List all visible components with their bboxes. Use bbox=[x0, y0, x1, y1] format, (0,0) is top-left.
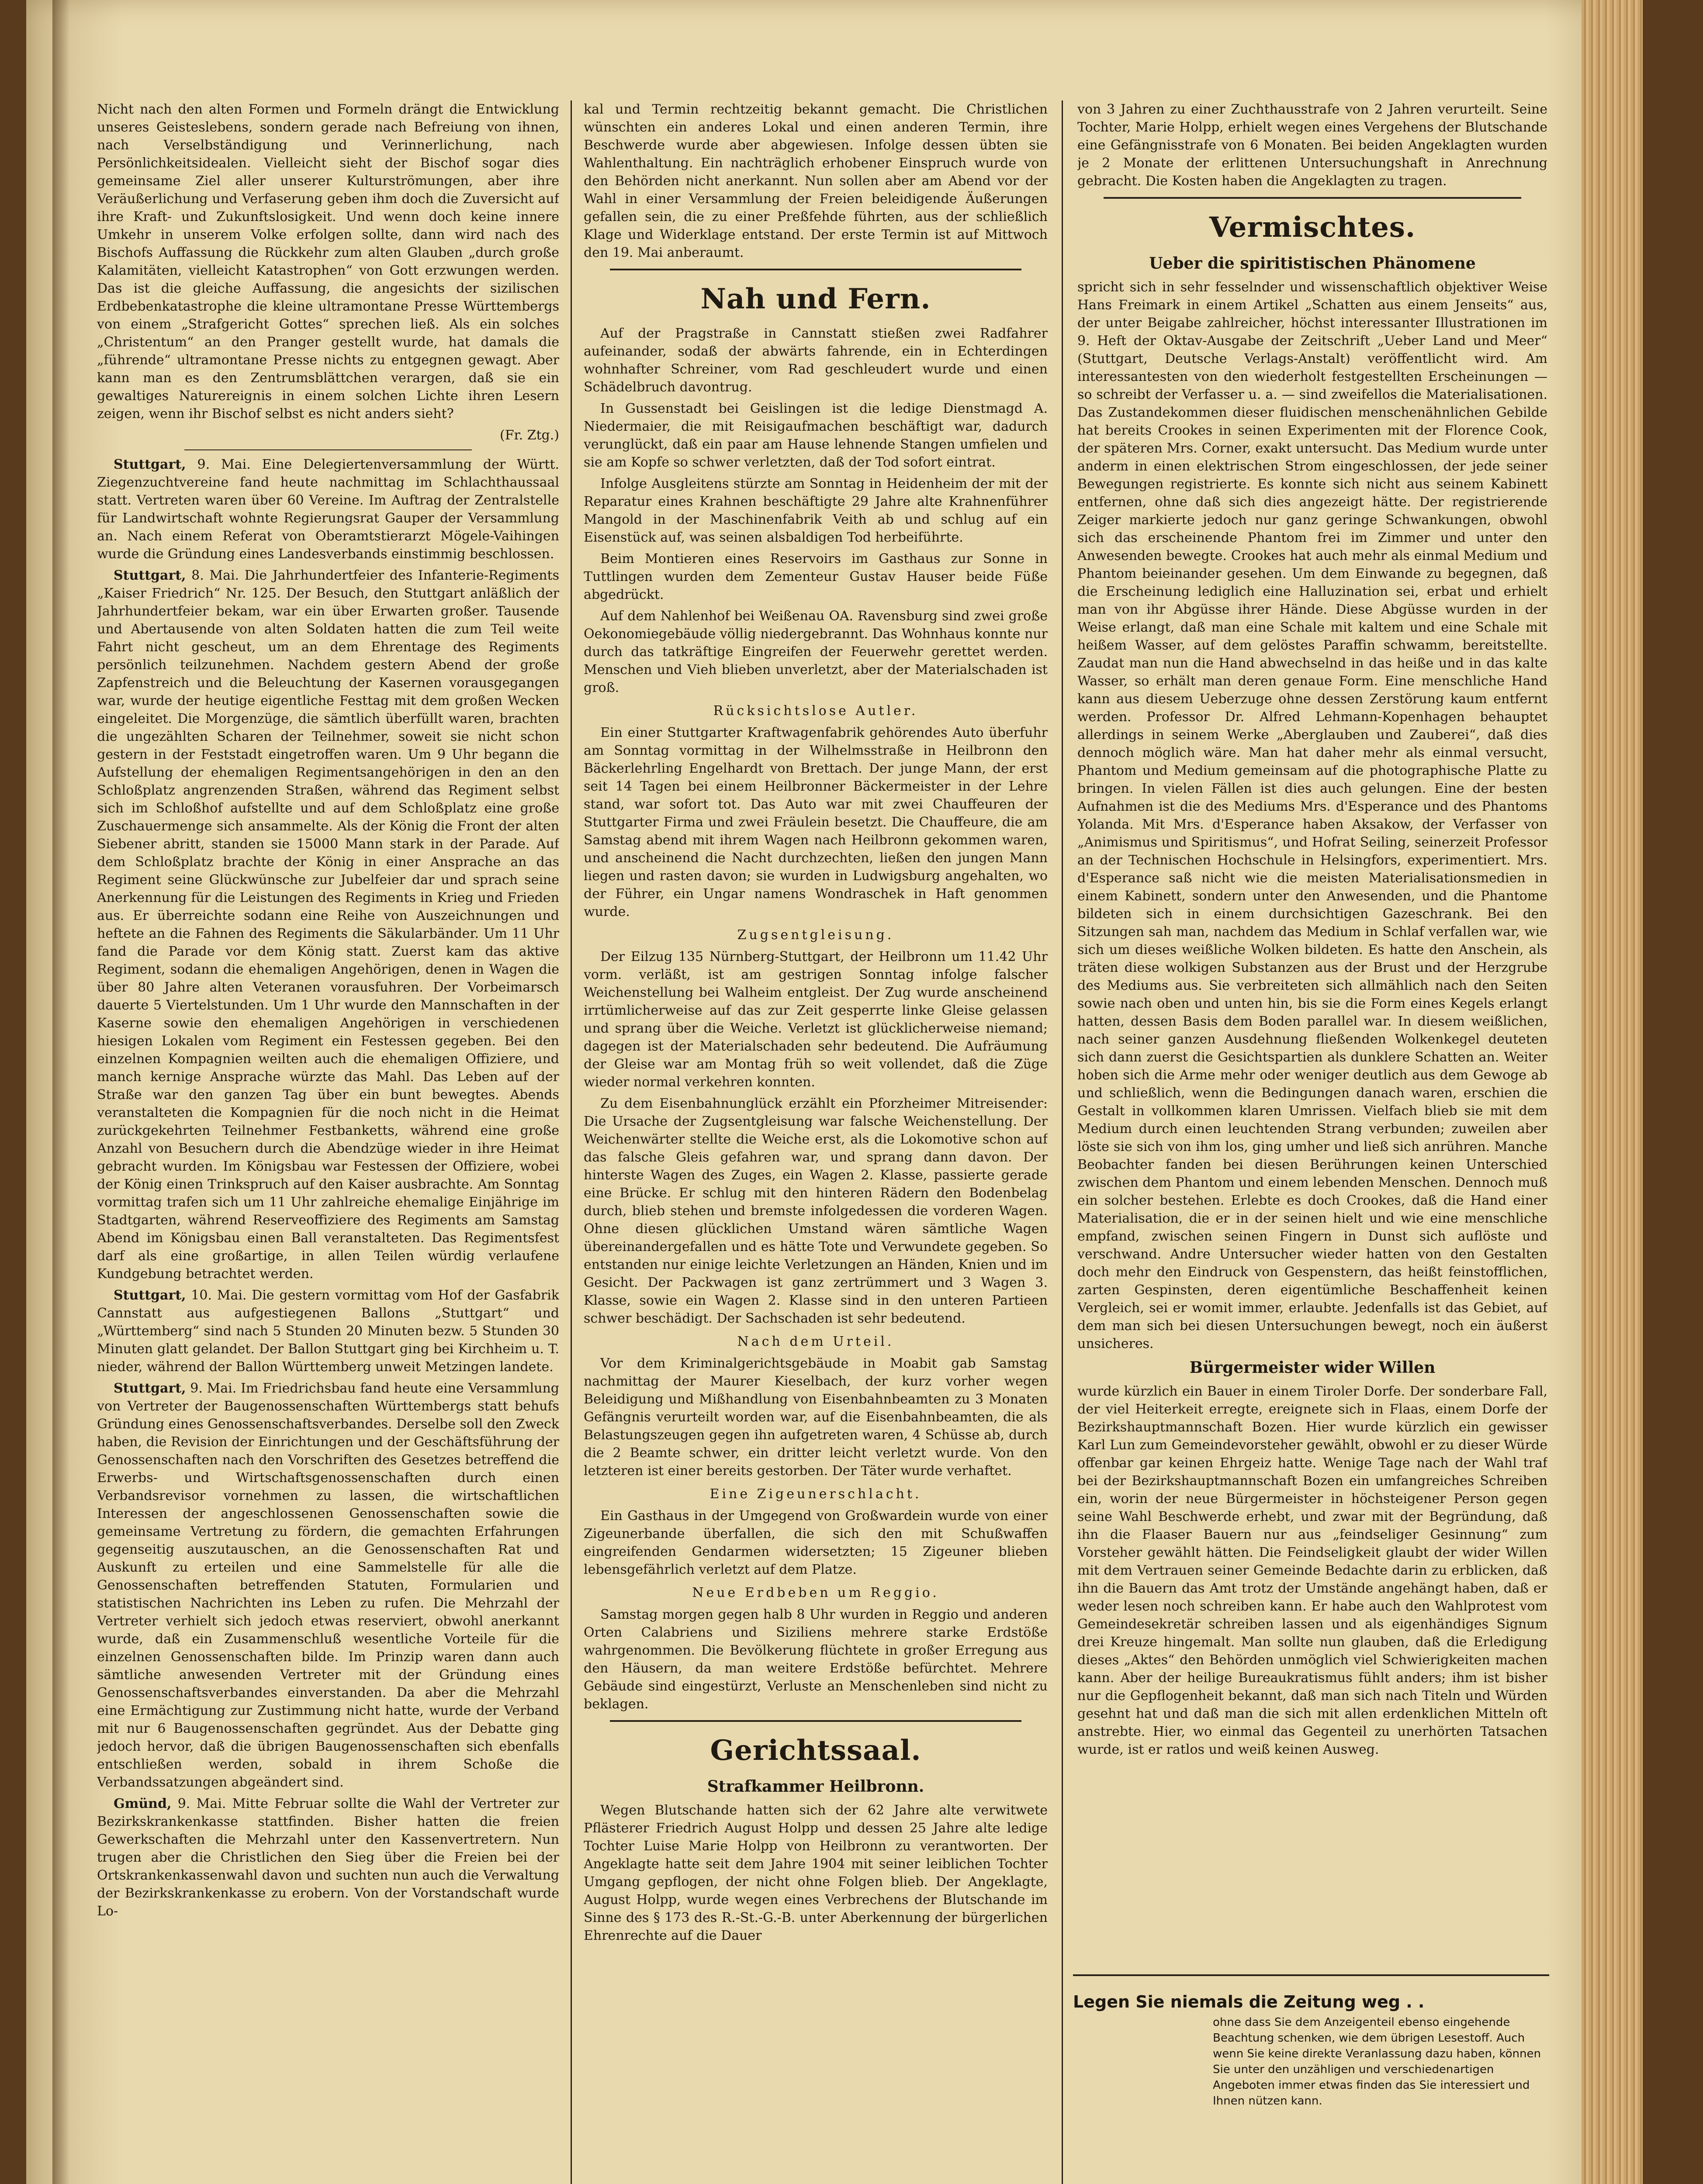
news-item: Wegen Blutschande hatten sich der 62 Jahre alte verwitwete Pflästerer Friedrich August Holpp und dessen 25 Jahre alte ledige Tochter Luise Marie Holpp von Heilbronn zu verantworten. Der Angeklagte hatte seit dem Jahre 1904 mit seiner leiblichen Tochter Umgang gepflogen, der nicht ohne Folgen blieb. Der Angeklagte, August Holpp, wurde wegen eines Verbrechens der Blutschande im Sinne des § 173 des R.-St.-G.-B. unter Aberkennung der bürgerlichen Ehrenrechte auf die Dauer bbox=[584, 1803, 1048, 1943]
dateline: Stuttgart, bbox=[114, 1288, 186, 1303]
article-text: 9. Mai. Eine Delegiertenversammlung der Württ. Ziegenzuchtvereine fand heute nachmittag im Schlachthaussaal statt. Vertreten waren über 60 Vereine. Im Auftrag der Zentralstelle für Landwirtschaft wohnte Regierungsrat Gauper der Versammlung an. Nach einem Referat von Oberamtstierarzt Mögele-Vaihingen wurde die Gründung eines Landesverbands einstimmig beschlossen. bbox=[97, 457, 559, 562]
article-text: 9. Mai. Mitte Februar sollte die Wahl der Vertreter zur Bezirkskrankenkasse stattfinden. Bisher hatten die freien Gewerkschaften die Mehrzahl unter den Kassenvertretern. Nun trugen aber die Christlichen den Sieg über die Freien bei der Ortskrankenkassenwahl davon und suchten nun auch die Verwaltung der Bezirkskrankenkasse zu erobern. Von der Vorstandschaft wurde Lo- bbox=[97, 1796, 559, 1919]
section-rule bbox=[610, 1720, 1021, 1722]
article-stuttgart-baugenossen bbox=[97, 1379, 559, 1791]
column-rule-2 bbox=[1062, 100, 1063, 2184]
column-rule-1 bbox=[571, 100, 572, 2184]
article-stuttgart-jahrhundertfeier bbox=[97, 567, 559, 1283]
article-text: wurde kürzlich ein Bauer in einem Tiroler Dorfe. Der sonderbare Fall, der viel Heiterkeit erregte, ereignete sich in Flaas, einem Dorfe der Bezirkshauptmannschaft Bozen. Hier wurde kürzlich ein gewisser Karl Lun zum Gemeindevorsteher gewählt, obwohl er zu dieser Würde offenbar gar keinen Ehrgeiz hatte. Wenige Tage nach der Wahl traf bei der Bezirkshauptmannschaft Bozen ein umfangreiches Schreiben ein, worin der neue Bürgermeister in höchsteigener Person gegen seine Wahl Beschwerde erhebt, und zwar mit der Begründung, daß ihn die Flaaser Bauern nur aus „feindseliger Gesinnung“ zum Vorsteher gewählt hätten. Die Feindseligkeit glaubt der wider Willen mit dem Vertrauen seiner Gemeinde Bedachte darin zu erblicken, daß ihn die Bauern das Amt trotz der Umstände angehängt haben, daß er weder lesen noch schreiben kann. Er habe auch den Wahlprotest vom Gemeindesekretär schreiben lassen und als eigenhändiges Signum drei Kreuze hingemalt. Man sollte nun glauben, daß die Erledigung dieses „Aktes“ den Behörden unmöglich viel Schwierigkeiten machen kann. Aber der heilige Bureaukratismus fühlt anders; ihm ist bisher nur die Gepflogenheit bekannt, daß man sich nach Titeln und Würden gesehnt hat und daß man die sich mit allen erdenklichen Mitteln oft anstrebte. Hier, wo einmal das Gegenteil zu unerhörten Tatsachen wurde, ist er ratlos und weiß keinen Ausweg. bbox=[1077, 1384, 1547, 1757]
separator bbox=[184, 449, 472, 450]
article-intro: Nicht nach den alten Formen und Formeln drängt die Entwicklung unseres Geisteslebens, sondern gerade nach Befreiung von ihnen, nach Verselbständigung und Verinnerlichung, nach Persönlichkeitsidealen. Vielleicht sieht der Bischof sogar dies gemeinsame Ziel aller unserer Kulturströmungen, aber ihre Veräußerlichung und Verfaserung geben ihm doch die Zuversicht auf ihre Kraft- und Zukunftslosigkeit. Und wenn doch keine innere Umkehr in unserem Volke erfolgen sollte, dann wird nach des Bischofs Auffassung die Rückkehr zum alten Glauben „durch große Kalamitäten, vielleicht Katastrophen“ von Gott erzwungen werden. Das ist die gleiche Auffassung, die angesichts der sizilischen Erdbebenkatastrophe die kleine ultramontane Presse Württembergs von einem „Strafgericht Gottes“ sprechen ließ. Als ein solches „Christentum“ an den Pranger gestellt wurde, hat damals die „führende“ ultramontane Presse nichts zu entgegnen gewagt. Aber kann man es den Zentrumsblättchen verargen, daß sie ein gewaltiges Naturereignis in einem solchen Lichte ihren Lesern zeigen, wenn ihr Bischof selbst es nicht anders sieht? bbox=[97, 102, 559, 422]
article-gmuend bbox=[97, 1795, 559, 1920]
dateline: Stuttgart, bbox=[114, 457, 186, 472]
article-text: 8. Mai. Die Jahrhundertfeier des Infanterie-Regiments „Kaiser Friedrich“ Nr. 125. Der Besuch, den Stuttgart anläßlich der Jahrhundertfeier bekam, war ein über Erwarten großer. Tausende und Abertausende von alten Soldaten hatten die zum Teil weite Fahrt nicht gescheut, um an dem Ehrentage des Regiments persönlich teilzunehmen. Nachdem gestern Abend der große Zapfenstreich und die Beleuchtung der Kasernen vorausgegangen war, wurde der heutige eigentliche Festtag mit dem großen Wecken eingeleitet. Die Morgenzüge, die sämtlich überfüllt waren, brachten die ungezählten Scharen der Teilnehmer, soweit sie nicht schon gestern in der Feststadt eingetroffen waren. Um 9 Uhr begann die Aufstellung der ehemaligen Regimentsangehörigen in den an den Schloßplatz angrenzenden Straßen, während das Regiment selbst sich im Schloßhof aufstellte und auf dem Schloßplatz eine große Zuschauermenge sich ansammelte. Als der König die Front der alten Siebener abritt, standen sie 15000 Mann stark in der Parade. Auf dem Schloßplatz brachte der König in einer Ansprache an das Regiment seine Glückwünsche zur Jubelfeier dar und sprach seine Anerkennung für die Leistungen des Regiments in Krieg und Frieden aus. Er überreichte sodann eine Reihe von Auszeichnungen und heftete an die Fahnen des Regiments die Säkularbänder. Um 11 Uhr fand die Parade vor dem König statt. Zuerst kam das aktive Regiment, sodann die ehemaligen Angehörigen, denen in Wagen die über 80 Jahre alten Veteranen vorausfuhren. Der Vorbeimarsch dauerte 5 Viertelstunden. Um 1 Uhr wurde den Mannschaften in der Kaserne sowie den ehemaligen Angehörigen in verschiedenen hiesigen Lokalen vom Regiment ein Festessen gegeben. Bei den einzelnen Kompagnien weilten auch die ehemaligen Offiziere, und manch kernige Ansprache würzte das Mahl. Das Leben auf der Straße war den ganzen Tag über ein bunt bewegtes. Abends veranstalteten die Kompagnien für die noch nicht in die Heimat zurückgekehrten Teilnehmer Festbanketts, während eine große Anzahl von Besuchern durch die Abendzüge wieder in ihre Heimat gebracht wurden. Im Königsbau war Festessen der Offiziere, wobei der König einen Trinkspruch auf den Kaiser ausbrachte. Am Sonntag vormittag trafen sich um 11 Uhr zahlreiche ehemalige Einjährige im Stadtgarten, während Reserveoffiziere des Regiments am Samstag Abend im Königsbau einen Ball veranstalteten. Das Regimentsfest darf als eine großartige, in allen Teilen würdig verlaufene Kundgebung betrachtet werden. bbox=[97, 568, 559, 1282]
column-3 bbox=[1077, 100, 1547, 1948]
dateline: Stuttgart, bbox=[114, 568, 186, 583]
subheading: Eine Zigeunerschlacht. bbox=[710, 1486, 922, 1502]
subheading: Nach dem Urteil. bbox=[737, 1334, 894, 1349]
column-2 bbox=[584, 100, 1048, 2184]
article-source: (Fr. Ztg.) bbox=[500, 428, 559, 443]
subheading-spiritismus: Ueber die spiritistischen Phänomene bbox=[1149, 254, 1476, 273]
section-heading-nah-und-fern: Nah und Fern. bbox=[700, 283, 931, 315]
column-1 bbox=[97, 100, 559, 2184]
section-rule bbox=[1104, 197, 1521, 199]
news-item: Ein einer Stuttgarter Kraftwagenfabrik gehörendes Auto überfuhr am Sonntag vormittag in der Wilhelmsstraße in Heilbronn den Bäckerlehrling Engelhardt von Brettach. Der junge Mann, der erst seit 14 Tagen bei einem Heilbronner Bäckermeister in der Lehre stand, war sofort tot. Das Auto war mit zwei Chauffeuren der Stuttgarter Firma und zwei Fräulein besetzt. Die Chauffeure, die am Samstag abend mit ihrem Wagen nach Heilbronn gekommen waren, und anscheinend die Nacht durchzechten, ließen den jungen Mann liegen und rasten davon; sie wurden in Ludwigsburg angehalten, wo der Führer, ein Ungar namens Wondraschek in Haft genommen wurde. bbox=[584, 725, 1048, 919]
article-text: 10. Mai. Die gestern vormittag vom Hof der Gasfabrik Cannstatt aus aufgestiegenen Ballons „Stuttgart“ und „Württemberg“ sind nach 5 Stunden 20 Minuten bezw. 5 Stunden 30 Minuten glatt gelandet. Der Ballon Stuttgart ging bei Kirchheim u. T. nieder, während der Ballon Württemberg unweit Metzingen landete. bbox=[97, 1288, 559, 1375]
news-item: Ein Gasthaus in der Umgegend von Großwardein wurde von einer Zigeunerbande überfallen, die sich den mit Schußwaffen eingreifenden Gendarmen widersetzten; 15 Zigeuner blieben lebensgefährlich verletzt auf dem Platze. bbox=[584, 1508, 1048, 1577]
article-continued: von 3 Jahren zu einer Zuchthausstrafe von 2 Jahren verurteilt. Seine Tochter, Marie Holpp, erhielt wegen eines Vergehens der Blutschande eine Gefängnisstrafe von 6 Monaten. Bei beiden Angeklagten wurden je 2 Monate der erlittenen Untersuchungshaft in Anrechnung gebracht. Die Kosten haben die Angeklagten zu tragen. bbox=[1077, 102, 1547, 189]
advertisement bbox=[1073, 1992, 1549, 2162]
news-item: Auf dem Nahlenhof bei Weißenau OA. Ravensburg sind zwei große Oekonomiegebäude völlig niedergebrannt. Das Wohnhaus konnte nur durch das tatkräftige Eingreifen der Feuerwehr gerettet werden. Menschen und Vieh blieben unverletzt, aber der Materialschaden ist groß. bbox=[584, 608, 1048, 695]
page-edges bbox=[1582, 0, 1643, 2184]
ad-top-rule bbox=[1073, 1974, 1549, 1976]
ad-body: ohne dass Sie dem Anzeigenteil ebenso eingehende Beachtung schenken, wie dem übrigen Lesestoff. Auch wenn Sie keine direkte Veranlassung dazu haben, können Sie unter den unzähligen und verschiedenartigen Angeboten immer etwas finden das Sie interessiert und Ihnen nützen kann. bbox=[1213, 2016, 1541, 2108]
subheading: Neue Erdbeben um Reggio. bbox=[692, 1585, 939, 1600]
subheading: Rücksichtslose Autler. bbox=[713, 703, 918, 719]
news-item: Infolge Ausgleitens stürzte am Sonntag in Heidenheim der mit der Reparatur eines Krahnen beschäftigte 29 Jahre alte Krahnenführer Mangold in der Maschinenfabrik Veith ab und schlug auf ein Eisenstück auf, was seinen alsbaldigen Tod herbeiführte. bbox=[584, 476, 1048, 545]
news-item: Zu dem Eisenbahnunglück erzählt ein Pforzheimer Mitreisender: Die Ursache der Zugsentgleisung war falsche Weichenstellung. Der Weichenwärter stellte die Weiche erst, als die Lokomotive schon auf das falsche Gleis gefahren war, und sprang dann davon. Der hinterste Wagen des Zuges, ein Wagen 2. Klasse, passierte gerade eine Brücke. Er schlug mit den hinteren Rädern den Bodenbelag durch, blieb stehen und bremste infolgedessen die vorderen Wagen. Ohne diesen glücklichen Umstand wären sämtliche Wagen übereinandergefallen und es hätte Tote und Verwundete gegeben. So entstanden nur einige leichte Verletzungen an Händen, Knien und im Gesicht. Der Packwagen ist ganz zertrümmert und 3 Wagen 3. Klasse, sowie ein Wagen 2. Klasse sind in den unteren Partieen schwer beschädigt. Der Sachschaden ist sehr bedeutend. bbox=[584, 1096, 1048, 1326]
dateline: Gmünd, bbox=[114, 1796, 172, 1811]
article-continued: kal und Termin rechtzeitig bekannt gemacht. Die Christlichen wünschten ein anderes Lokal und einen anderen Termin, ihre Beschwerde wurde aber abgewiesen. Infolge dessen übten sie Wahlenthaltung. Ein nachträglich erhobener Einspruch wurde von den Behörden nicht anerkannt. Nun sollen aber am Abend vor der Wahl in einer Versammlung der Freien beleidigende Äußerungen gefallen sein, die zu einer Preßfehde führten, aus der schließlich Klage und Widerklage entstand. Der erste Termin ist auf Mittwoch den 19. Mai anberaumt. bbox=[584, 102, 1048, 260]
article-stuttgart-ballon bbox=[97, 1286, 559, 1376]
subheading: Zugsentgleisung. bbox=[737, 927, 894, 943]
section-heading-gerichtssaal: Gerichtssaal. bbox=[710, 1734, 921, 1767]
section-heading-vermischtes: Vermischtes. bbox=[1209, 211, 1416, 244]
news-item: Der Eilzug 135 Nürnberg-Stuttgart, der Heilbronn um 11.42 Uhr vorm. verläßt, ist am gestrigen Sonntag infolge falscher Weichenstellung bei Walheim entgleist. Der Zug wurde anscheinend irrtümlicherweise auf das zur Zeit gesperrte linke Gleise gelassen und sprang über die Weiche. Verletzt ist glücklicherweise niemand; dagegen ist der Materialschaden sehr bedeutend. Die Aufräumung der Gleise war am Montag früh so weit vollendet, daß die Züge wieder normal verkehren konnten. bbox=[584, 949, 1048, 1090]
news-item: Samstag morgen gegen halb 8 Uhr wurden in Reggio und anderen Orten Calabriens und Siziliens mehrere starke Erdstöße wahrgenommen. Die Bevölkerung flüchtete in großer Erregung aus den Häusern, da man weitere Erdstöße befürchtet. Mehrere Gebäude sind eingestürzt, Verluste an Menschenleben sind nicht zu beklagen. bbox=[584, 1607, 1048, 1712]
article-text: 9. Mai. Im Friedrichsbau fand heute eine Versammlung von Vertreter der Baugenossenschaften Württembergs statt behufs Gründung eines Genossenschaftsverbandes. Derselbe soll den Zweck haben, die Revision der Einrichtungen und der Geschäftsführung der Genossenschaften nach den Vorschriften des Gesetzes betreffend die Erwerbs- und Wirtschaftsgenossenschaften durch einen Verbandsrevisor vornehmen zu lassen, die wirtschaftlichen Interessen der angeschlossenen Genossenschaften sowie die gemeinsame Vertretung zu fördern, die gemachten Erfahrungen gegenseitig auszutauschen, an die Genossenschaften Rat und Auskunft zu erteilen und eine Sammelstelle für alle die Genossenschaften betreffenden Statuten, Formularien und statistischen Nachrichten ins Leben zu rufen. Die Mehrzahl der Vertreter verhielt sich jedoch etwas reserviert, obwohl anerkannt wurde, daß ein Zusammenschluß wesentliche Vorteile für die einzelnen Genossenschaften bilde. Im Prinzip waren dann auch sämtliche anwesenden Vertreter mit der Gründung eines Genossenschaftsverbandes einverstanden. Da aber die Mehrzahl eine Ermächtigung zur Zustimmung nicht hatte, wurde der Verband mit nur 6 Baugenossenschaften gegründet. Aus der Debatte ging jedoch hervor, daß die übrigen Baugenossenschaften sich ebenfalls entschließen werden, sobald in ihrem Schoße die Verbandssatzungen abgeändert sind. bbox=[97, 1381, 559, 1790]
news-item: Beim Montieren eines Reservoirs im Gasthaus zur Sonne in Tuttlingen wurden dem Zementeur Gustav Hauser beide Füße abgedrückt. bbox=[584, 551, 1048, 602]
news-item: Auf der Pragstraße in Cannstatt stießen zwei Radfahrer aufeinander, sodaß der abwärts fahrende, ein in Echterdingen wohnhafter Schreiner, vom Rad geschleudert wurde und einen Schädelbruch davontrug. bbox=[584, 326, 1048, 395]
news-item: In Gussenstadt bei Geislingen ist die ledige Dienstmagd A. Niedermaier, die mit Reisigaufmachen beschäftigt war, dadurch verunglückt, daß ein paar am Hause lehnende Stangen umfielen und sie am Kopfe so schwer verletzten, daß der Tod sofort eintrat. bbox=[584, 401, 1048, 470]
article-text: spricht sich in sehr fesselnder und wissenschaftlich objektiver Weise Hans Freimark in einem Artikel „Schatten aus einem Jenseits“ aus, der unter Beigabe zahlreicher, höchst interessanter Illustrationen im 9. Heft der Oktav-Ausgabe der Zeitschrift „Ueber Land und Meer“ (Stuttgart, Deutsche Verlags-Anstalt) veröffentlicht wird. Am interessantesten von den wiederholt festgestellten Erscheinungen — so schreibt der Verfasser u. a. — sind zweifellos die Materialisationen. Das Zustandekommen dieser fluidischen menschenähnlichen Gebilde hat bereits Crookes in seinen Experimenten mit der Florence Cook, der späteren Mrs. Corner, exakt untersucht. Das Medium wurde unter anderm in einen elektrischen Strom eingeschlossen, der jede seiner Bewegungen registrierte. Es konnte sich nicht aus seinem Kabinett entfernen, ohne daß sich dies angezeigt hätte. Der registrierende Zeiger markierte jedoch nur ganz geringe Schwankungen, obwohl sich das erscheinende Phantom frei im Zimmer und unter den Anwesenden bewegte. Crookes hat auch mehr als einmal Medium und Phantom beieinander gesehen. Um dem Einwande zu begegnen, daß die Erscheinung lediglich eine Halluzination sei, erbat und erhielt man von ihr Abgüsse ihrer Hände. Diese Abgüsse wurden in der Weise erlangt, daß man eine Schale mit kaltem und eine Schale mit heißem Wasser, auf dem gelöstes Paraffin schwamm, bereitstellte. Zaudat man nun die Hand abwechselnd in das heiße und in das kalte Wasser, so erhält man deren genaue Form. Eine menschliche Hand kann aus diesem Ueberzuge ohne dessen Zerstörung kaum entfernt werden. Professor Dr. Alfred Lehmann-Kopenhagen behauptet allerdings in seinem Werke „Aberglauben und Zauberei“, daß dies dennoch möglich wäre. Man hat daher mehr als einmal versucht, Phantom und Medium gemeinsam auf die photographische Platte zu bringen. In vielen Fällen ist dies auch gelungen. Eine der besten Aufnahmen ist die des Mediums Mrs. d'Esperance und des Phantoms Yolanda. Mit Mrs. d'Esperance haben Aksakow, der Verfasser von „Animismus und Spiritismus“, und Hofrat Seiling, seinerzeit Professor an der Technischen Hochschule in Helsingfors, experimentiert. Mrs. d'Esperance saß nicht wie die meisten Materialisationsmedien in einem Kabinett, sondern unter den Anwesenden, und die Phantome bildeten sich in einem durchsichtigen Gazeschrank. Bei den Sitzungen sah man, nachdem das Medium in Schlaf verfallen war, wie sich um dieses weißliche Wolken bildeten. Es hatte den Anschein, als träten diese wolkigen Substanzen aus der Brust und der Herzgrube des Mediums aus. Sie verbreiteten sich allmählich nach den Seiten sowie nach oben und unten hin, bis sie die Form eines Kegels erlangt hatten, dessen Basis dem Boden parallel war. In diesem weißlichen, nach seiner ganzen Ausdehnung fließenden Wolkenkegel deuteten sich dann zuerst die Gesichtspartien als dunklere Schatten an. Weiter hoben sich die Arme mehr oder weniger deutlich aus dem Gewoge ab und schließlich, wenn die Bedingungen danach waren, erschien die Gestalt in vollkommen klaren Umrissen. Vielfach blieb sie mit dem Medium durch einen leuchtenden Strang verbunden; zuweilen aber löste sie sich von ihm los, ging umher und ließ sich anrühren. Manche Beobachter fanden bei diesen Berührungen keinen Unterschied zwischen dem Phantom und einem lebenden Menschen. Dennoch muß ein solcher bestehen. Erlebte es doch Crookes, daß die Hand einer Materialisation, die er in der seinen hielt und wie eine menschliche empfand, zwischen seinen Fingern in Dunst sich auflöste und verschwand. Andre Untersucher wieder hatten von den Gestalten doch mehr den Eindruck von Gespenstern, das heißt feinstofflichen, zarten Gespinsten, deren eigentümliche Beschaffenheit keinen Vergleich, sei er womit immer, erlaubte. Jedenfalls ist das Gebiet, auf dem man sich bei diesen Untersuchungen bewegt, noch ein äußerst unsicheres. bbox=[1077, 280, 1547, 1351]
subheading-buergermeister: Bürgermeister wider Willen bbox=[1189, 1358, 1436, 1377]
subheading-strafkammer: Strafkammer Heilbronn. bbox=[707, 1777, 924, 1796]
article-stuttgart-ziegen bbox=[97, 456, 559, 563]
binding-crease bbox=[52, 0, 70, 2184]
news-item: Vor dem Kriminalgerichtsgebäude in Moabit gab Samstag nachmittag der Maurer Kieselbach, der kurz vorher wegen Beleidigung und Mißhandlung von Eisenbahnbeamten zu 3 Monaten Gefängnis verurteilt worden war, auf die Eisenbahnbeamten, die als Belastungszeugen gegen ihn aufgetreten waren, 4 Schüsse ab, durch die 2 Beamte schwer, ein dritter leicht verletzt wurde. Von den letzteren ist einer bereits gestorben. Der Täter wurde verhaftet. bbox=[584, 1356, 1048, 1479]
dateline: Stuttgart, bbox=[114, 1381, 186, 1396]
ad-title: Legen Sie niemals die Zeitung weg . . bbox=[1073, 1992, 1425, 2011]
section-rule bbox=[610, 269, 1021, 270]
